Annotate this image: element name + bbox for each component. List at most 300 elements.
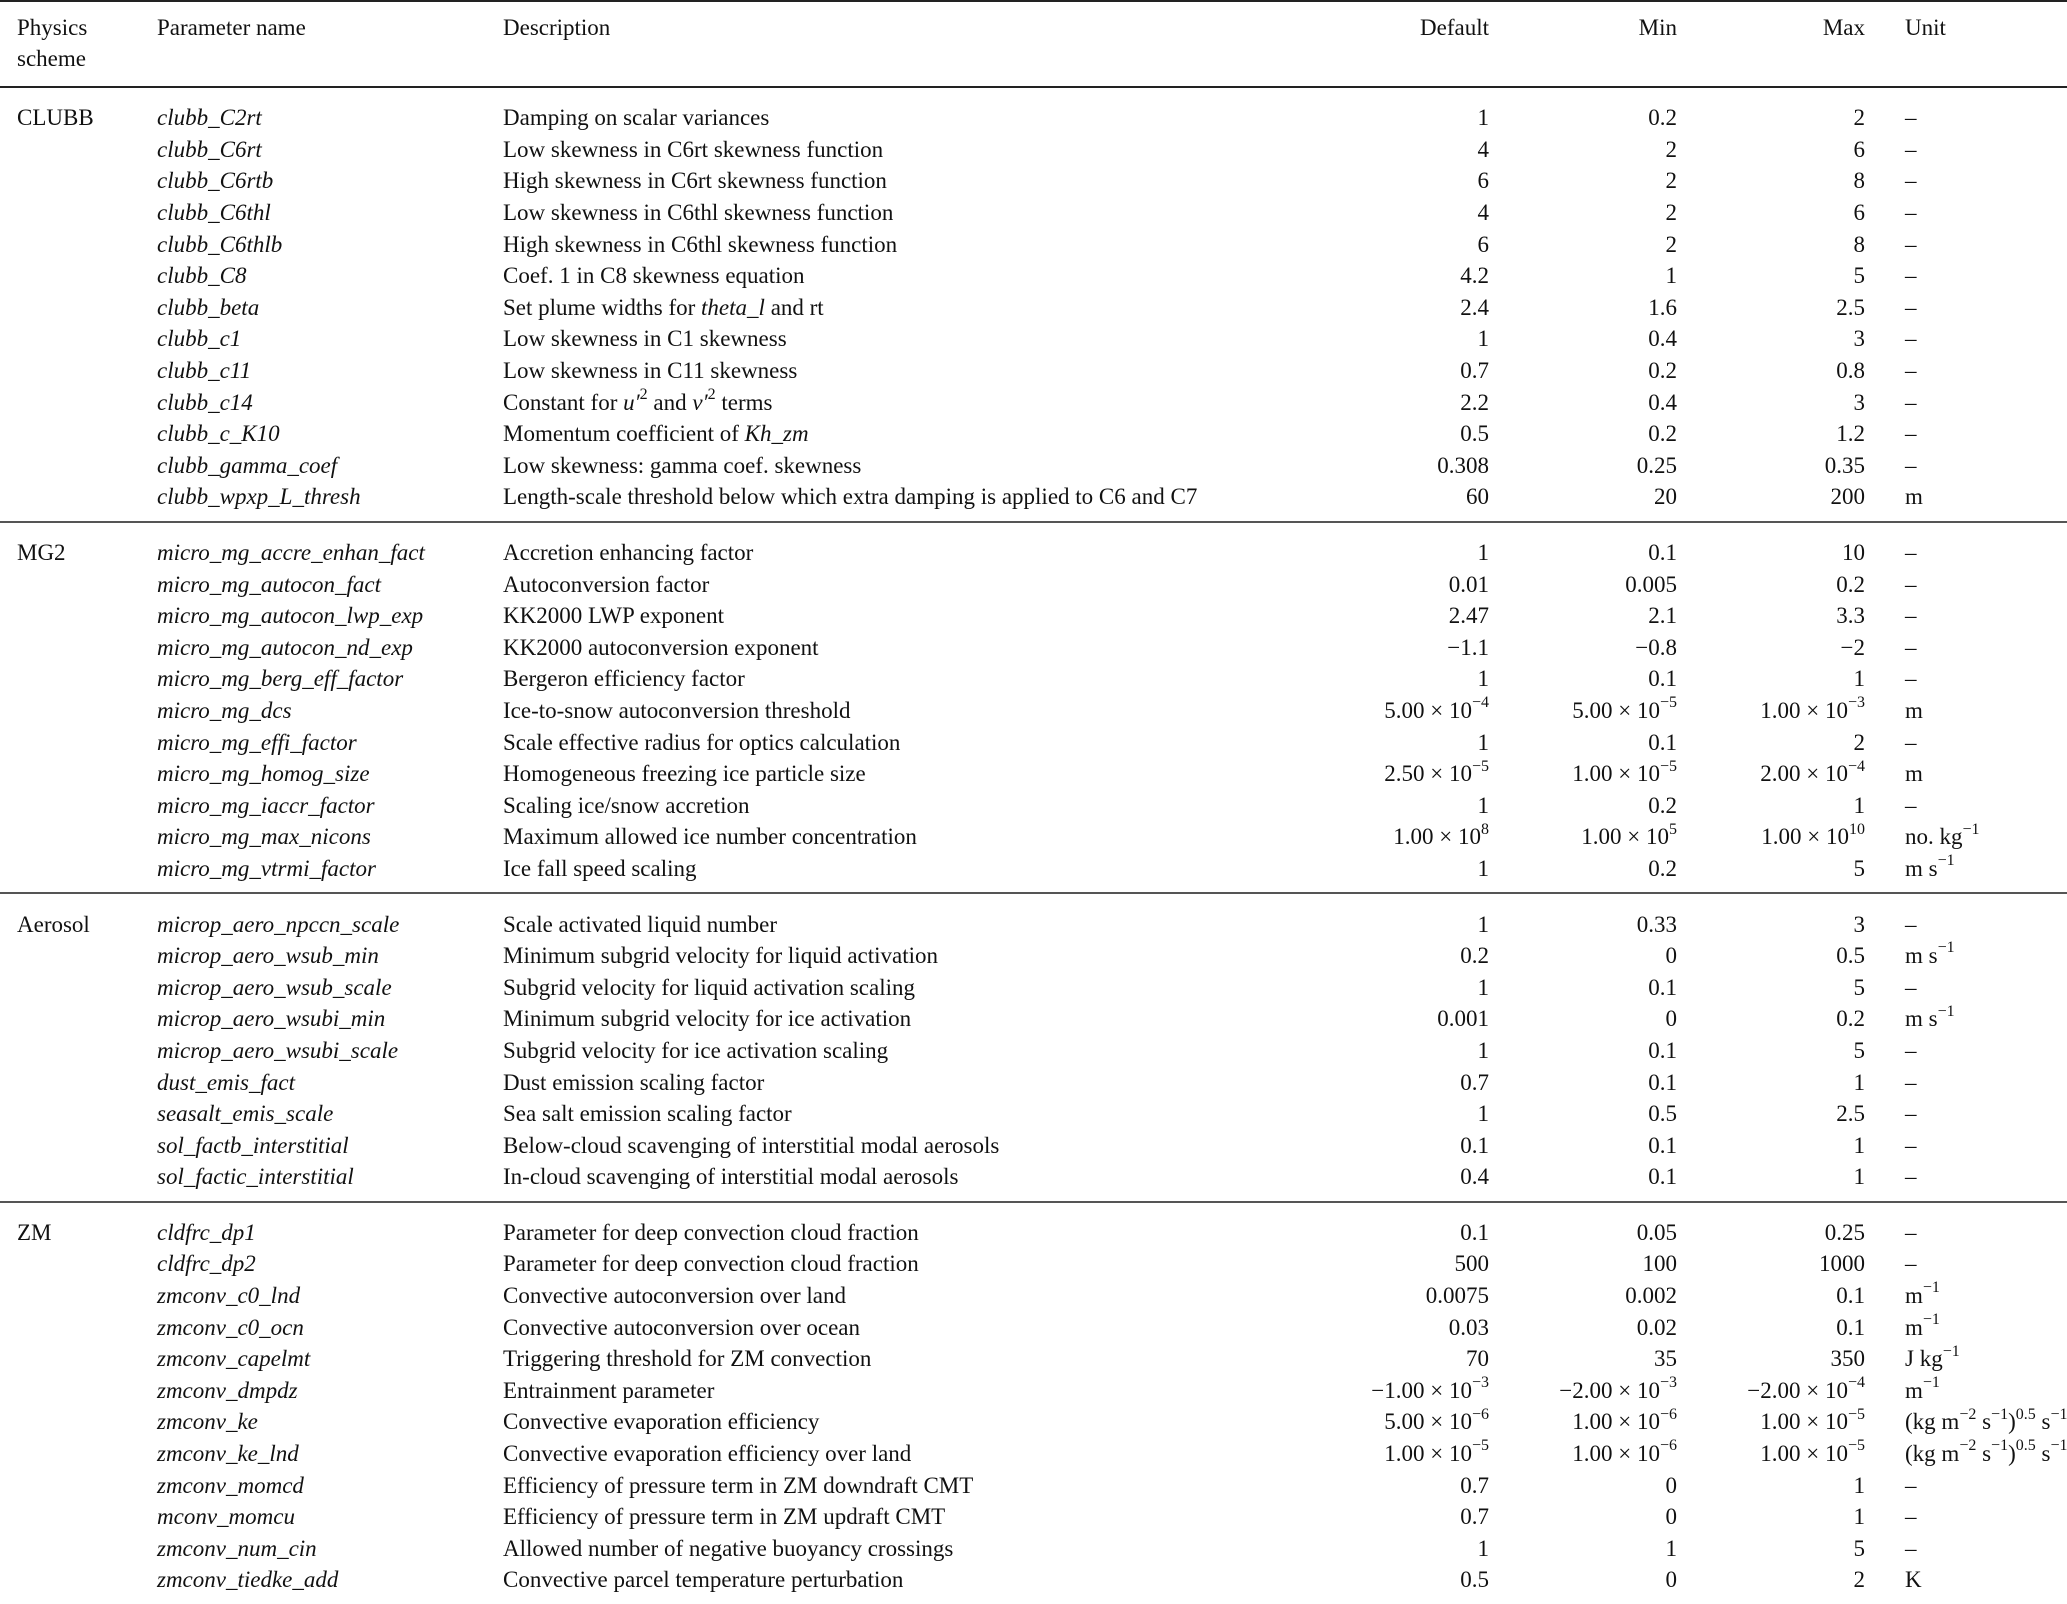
max-value: $1.00 \times 10^{-5}$ — [1760, 1405, 1865, 1435]
table-row — [0, 600, 2067, 632]
unit: – — [1905, 1219, 1917, 1245]
min-value: 0.005 — [1625, 571, 1677, 597]
description: High skewness in C6thl skewness function — [503, 231, 898, 257]
parameter-name: clubb_C6thlb — [157, 231, 283, 257]
max-value: 5 — [1853, 855, 1865, 881]
min-value: 0.2 — [1648, 421, 1677, 447]
parameter-name: micro_mg_vtrmi_factor — [157, 855, 376, 881]
physics-scheme-empty — [0, 1161, 149, 1202]
max-value: $1.00 \times 10^{10}$ — [1761, 820, 1865, 850]
parameter-name: zmconv_capelmt — [157, 1346, 311, 1372]
physics-scheme-empty — [0, 134, 149, 166]
description: Low skewness: gamma coef. skewness — [503, 452, 862, 478]
min-value: $1.00 \times 10^{-5}$ — [1572, 757, 1677, 787]
max-value: 3.3 — [1836, 603, 1865, 629]
description: Homogeneous freezing ice particle size — [503, 761, 866, 787]
description: Efficiency of pressure term in ZM updraft CMT — [503, 1504, 946, 1530]
parameter-name: micro_mg_autocon_nd_exp — [157, 634, 413, 660]
default-value: 2.2 — [1460, 389, 1489, 415]
unit: – — [1905, 1251, 1917, 1277]
physics-scheme-empty — [0, 1564, 149, 1604]
min-value: 0.05 — [1636, 1219, 1677, 1245]
description: KK2000 autoconversion exponent — [503, 634, 819, 660]
min-value: 0.1 — [1648, 729, 1677, 755]
max-value: 5 — [1853, 974, 1865, 1000]
physics-scheme-empty — [0, 726, 149, 758]
max-value: −2 — [1840, 634, 1865, 660]
unit: – — [1905, 200, 1917, 226]
parameter-name: micro_mg_autocon_fact — [157, 571, 382, 597]
min-value: 0.1 — [1648, 1164, 1677, 1190]
parameter-name: mconv_momcu — [157, 1504, 295, 1530]
default-value: 1 — [1477, 540, 1489, 566]
header-unit: Unit — [1905, 15, 1946, 40]
parameter-name: micro_mg_berg_eff_factor — [157, 666, 404, 692]
header-max: Max — [1822, 15, 1865, 40]
table-row — [0, 758, 2067, 790]
default-value: 0.1 — [1460, 1132, 1489, 1158]
description: Constant for $u'^2$ and $v'^2$ terms — [503, 385, 773, 415]
default-value: 6 — [1477, 168, 1489, 194]
unit: – — [1905, 421, 1917, 447]
default-value: 1 — [1477, 729, 1489, 755]
default-value: $5.00 \times 10^{-6}$ — [1384, 1405, 1489, 1435]
description: Autoconversion factor — [503, 571, 710, 597]
physics-scheme-empty — [0, 1066, 149, 1098]
table-row — [0, 1501, 2067, 1533]
max-value: 1 — [1853, 1069, 1865, 1095]
parameter-name: zmconv_ke — [157, 1409, 258, 1435]
physics-scheme-empty — [0, 1098, 149, 1130]
max-value: 200 — [1830, 484, 1865, 510]
min-value: 0.002 — [1625, 1283, 1677, 1309]
min-value: 2 — [1665, 168, 1677, 194]
table-row — [0, 134, 2067, 166]
min-value: 1 — [1665, 1535, 1677, 1561]
physics-scheme-empty — [0, 821, 149, 853]
max-value: 0.8 — [1836, 358, 1865, 384]
min-value: 0 — [1665, 1006, 1677, 1032]
description: Low skewness in C11 skewness — [503, 358, 798, 384]
unit: – — [1905, 136, 1917, 162]
max-value: $2.00 \times 10^{-4}$ — [1760, 757, 1865, 787]
table-row — [0, 1003, 2067, 1035]
table-row — [0, 1533, 2067, 1565]
max-value: 1.2 — [1836, 421, 1865, 447]
description: Momentum coefficient of Kh_zm — [503, 421, 809, 447]
default-value: 0.001 — [1437, 1006, 1489, 1032]
min-value: 0.1 — [1648, 974, 1677, 1000]
unit: – — [1905, 326, 1917, 352]
default-value: 0.7 — [1460, 1472, 1489, 1498]
default-value: −1.1 — [1447, 634, 1489, 660]
parameter-name: zmconv_dmpdz — [157, 1377, 298, 1403]
table-row — [0, 355, 2067, 387]
table-header — [0, 1, 2067, 87]
physics-scheme-empty — [0, 1248, 149, 1280]
physics-scheme-empty — [0, 1129, 149, 1161]
table-row — [0, 568, 2067, 600]
min-value: 0.1 — [1648, 666, 1677, 692]
max-value: 1 — [1853, 792, 1865, 818]
table-row — [0, 1248, 2067, 1280]
max-value: 8 — [1853, 231, 1865, 257]
min-value: 0.2 — [1648, 855, 1677, 881]
unit: – — [1905, 1164, 1917, 1190]
header-physics-scheme: Physics scheme — [17, 15, 88, 71]
max-value: 1 — [1853, 1504, 1865, 1530]
unit: – — [1905, 634, 1917, 660]
max-value: 2.5 — [1836, 294, 1865, 320]
parameter-name: microp_aero_wsub_scale — [157, 974, 392, 1000]
max-value: 6 — [1853, 200, 1865, 226]
physics-scheme-empty — [0, 1280, 149, 1312]
min-value: 0.4 — [1648, 326, 1677, 352]
parameter-name: seasalt_emis_scale — [157, 1101, 334, 1127]
header-row — [0, 1, 2067, 87]
unit: – — [1905, 358, 1917, 384]
physics-scheme-empty — [0, 386, 149, 418]
table-row — [0, 522, 2067, 569]
unit: – — [1905, 1132, 1917, 1158]
table-row — [0, 418, 2067, 450]
min-value: 0.1 — [1648, 540, 1677, 566]
description: Low skewness in C6thl skewness function — [503, 200, 894, 226]
max-value: 2 — [1853, 105, 1865, 131]
description: Subgrid velocity for ice activation scaling — [503, 1037, 889, 1063]
scheme-group-clubb — [0, 87, 2067, 522]
table-row — [0, 853, 2067, 894]
max-value: 0.25 — [1824, 1219, 1865, 1245]
min-value: 0.1 — [1648, 1132, 1677, 1158]
table-row — [0, 893, 2067, 940]
physics-scheme-empty — [0, 450, 149, 482]
unit: – — [1905, 452, 1917, 478]
parameter-name: clubb_wpxp_L_thresh — [157, 484, 361, 510]
parameter-name: clubb_C6rtb — [157, 168, 274, 194]
description: Subgrid velocity for liquid activation scaling — [503, 974, 916, 1000]
default-value: 1 — [1477, 326, 1489, 352]
min-value: $1.00 \times 10^{-6}$ — [1572, 1437, 1677, 1467]
parameter-name: zmconv_ke_lnd — [157, 1441, 299, 1467]
description: Maximum allowed ice number concentration — [503, 824, 917, 850]
table-row — [0, 695, 2067, 727]
min-value: 0.1 — [1648, 1037, 1677, 1063]
description: Parameter for deep convection cloud fraction — [503, 1219, 919, 1245]
description: Ice-to-snow autoconversion threshold — [503, 697, 851, 723]
table-row — [0, 1469, 2067, 1501]
default-value: $2.50 \times 10^{-5}$ — [1384, 757, 1489, 787]
unit: – — [1905, 1504, 1917, 1530]
parameter-name: clubb_c1 — [157, 326, 242, 352]
physics-scheme-empty — [0, 971, 149, 1003]
description: Dust emission scaling factor — [503, 1069, 765, 1095]
table-row — [0, 323, 2067, 355]
physics-scheme-empty — [0, 758, 149, 790]
max-value: $1.00 \times 10^{-5}$ — [1760, 1437, 1865, 1467]
physics-scheme-empty — [0, 1375, 149, 1407]
physics-scheme-empty — [0, 1035, 149, 1067]
parameter-name: micro_mg_effi_factor — [157, 729, 357, 755]
description: Allowed number of negative buoyancy crossings — [503, 1535, 954, 1561]
physics-scheme: ZM — [17, 1219, 52, 1245]
unit: – — [1905, 168, 1917, 194]
unit: – — [1905, 603, 1917, 629]
physics-scheme-empty — [0, 418, 149, 450]
description: Convective evaporation efficiency over land — [503, 1441, 912, 1467]
min-value: −0.8 — [1635, 634, 1677, 660]
description: KK2000 LWP exponent — [503, 603, 725, 629]
unit: – — [1905, 294, 1917, 320]
parameter-name: clubb_C6thl — [157, 200, 271, 226]
default-value: 4 — [1477, 200, 1489, 226]
description: Scaling ice/snow accretion — [503, 792, 750, 818]
description: In-cloud scavenging of interstitial modal aerosols — [503, 1164, 959, 1190]
unit: K — [1905, 1567, 1922, 1593]
default-value: $1.00 \times 10^{-5}$ — [1384, 1437, 1489, 1467]
max-value: 5 — [1853, 263, 1865, 289]
table-row — [0, 1406, 2067, 1438]
max-value: 5 — [1853, 1037, 1865, 1063]
default-value: 0.7 — [1460, 358, 1489, 384]
default-value: 0.308 — [1437, 452, 1489, 478]
min-value: $-2.00 \times 10^{-3}$ — [1559, 1374, 1677, 1403]
parameter-name: micro_mg_autocon_lwp_exp — [157, 603, 424, 629]
description: Low skewness in C1 skewness — [503, 326, 787, 352]
physics-scheme-empty — [0, 228, 149, 260]
default-value: 1 — [1477, 666, 1489, 692]
description: Damping on scalar variances — [503, 105, 770, 131]
parameter-name: cldfrc_dp1 — [157, 1219, 256, 1245]
description: Bergeron efficiency factor — [503, 666, 745, 692]
unit: – — [1905, 389, 1917, 415]
default-value: 4.2 — [1460, 263, 1489, 289]
description: Triggering threshold for ZM convection — [503, 1346, 872, 1372]
physics-scheme-empty — [0, 940, 149, 972]
description: Accretion enhancing factor — [503, 540, 754, 566]
unit: – — [1905, 263, 1917, 289]
physics-scheme-empty — [0, 632, 149, 664]
description: Below-cloud scavenging of interstitial modal aerosols — [503, 1132, 1000, 1158]
table-row — [0, 1202, 2067, 1249]
physics-scheme-empty — [0, 663, 149, 695]
unit: $m^{-1}$ — [1905, 1374, 1940, 1403]
default-value: 6 — [1477, 231, 1489, 257]
table-row — [0, 481, 2067, 522]
table-row — [0, 1280, 2067, 1312]
table-row — [0, 260, 2067, 292]
parameter-name: clubb_c_K10 — [157, 421, 280, 447]
min-value: 2 — [1665, 136, 1677, 162]
min-value: 2 — [1665, 200, 1677, 226]
default-value: 1 — [1477, 911, 1489, 937]
unit: – — [1905, 1535, 1917, 1561]
unit: – — [1905, 571, 1917, 597]
description: Sea salt emission scaling factor — [503, 1101, 792, 1127]
unit: J $kg^{-1}$ — [1905, 1342, 1960, 1372]
physics-scheme-empty — [0, 568, 149, 600]
header-description: Description — [503, 15, 611, 40]
parameter-name: zmconv_c0_ocn — [157, 1314, 304, 1340]
max-value: 0.35 — [1824, 452, 1865, 478]
max-value: 8 — [1853, 168, 1865, 194]
default-value: 0.7 — [1460, 1504, 1489, 1530]
max-value: $-2.00 \times 10^{-4}$ — [1747, 1374, 1865, 1403]
physics-scheme-empty — [0, 260, 149, 292]
min-value: 0 — [1665, 943, 1677, 969]
header-default: Default — [1420, 15, 1489, 40]
parameter-name: clubb_beta — [157, 294, 260, 320]
max-value: $1.00 \times 10^{-3}$ — [1760, 694, 1865, 723]
max-value: 6 — [1853, 136, 1865, 162]
max-value: 1 — [1853, 666, 1865, 692]
physics-scheme-empty — [0, 1501, 149, 1533]
max-value: 0.2 — [1836, 1006, 1865, 1032]
max-value: 1 — [1853, 1132, 1865, 1158]
min-value: 0 — [1665, 1567, 1677, 1593]
table-row — [0, 1098, 2067, 1130]
min-value: 1 — [1665, 263, 1677, 289]
scheme-group-aerosol — [0, 893, 2067, 1201]
table-row — [0, 1564, 2067, 1604]
parameter-name: micro_mg_max_nicons — [157, 824, 371, 850]
table-row — [0, 821, 2067, 853]
min-value: $5.00 \times 10^{-5}$ — [1572, 694, 1677, 723]
unit: m — [1905, 484, 1923, 510]
unit: – — [1905, 1472, 1917, 1498]
max-value: 1 — [1853, 1472, 1865, 1498]
description: Ice fall speed scaling — [503, 855, 697, 881]
description: Scale effective radius for optics calculation — [503, 729, 901, 755]
parameter-name: micro_mg_homog_size — [157, 761, 370, 787]
physics-scheme-empty — [0, 1438, 149, 1470]
unit: m $s^{-1}$ — [1905, 1002, 1955, 1032]
default-value: 4 — [1477, 136, 1489, 162]
unit: – — [1905, 974, 1917, 1000]
table-row — [0, 726, 2067, 758]
description: Scale activated liquid number — [503, 911, 777, 937]
default-value: 500 — [1454, 1251, 1489, 1277]
max-value: 2.5 — [1836, 1101, 1865, 1127]
default-value: 1 — [1477, 792, 1489, 818]
physics-scheme: Aerosol — [17, 911, 90, 937]
description: Entrainment parameter — [503, 1377, 715, 1403]
table-row — [0, 789, 2067, 821]
physics-scheme-empty — [0, 789, 149, 821]
parameter-name: micro_mg_iaccr_factor — [157, 792, 375, 818]
physics-scheme-empty — [0, 1533, 149, 1565]
unit: m — [1905, 697, 1923, 723]
table-row — [0, 1311, 2067, 1343]
physics-scheme-empty — [0, 1311, 149, 1343]
default-value: 0.7 — [1460, 1069, 1489, 1095]
min-value: 2.1 — [1648, 603, 1677, 629]
description: Convective evaporation efficiency — [503, 1409, 820, 1435]
parameter-name: clubb_C2rt — [157, 105, 262, 131]
physics-scheme-empty — [0, 165, 149, 197]
min-value: 0.02 — [1636, 1314, 1677, 1340]
min-value: 0 — [1665, 1504, 1677, 1530]
parameter-name: zmconv_c0_lnd — [157, 1283, 301, 1309]
max-value: 350 — [1830, 1346, 1865, 1372]
unit: (kg $m^{-2}$ $s^{-1})^{0.5}$ $s^{-1}$ — [1905, 1437, 2067, 1467]
unit: $m^{-1}$ — [1905, 1279, 1940, 1309]
table-row — [0, 1129, 2067, 1161]
table-row — [0, 1438, 2067, 1470]
min-value: 35 — [1654, 1346, 1677, 1372]
parameter-name: clubb_gamma_coef — [157, 452, 338, 478]
default-value: 2.4 — [1460, 294, 1489, 320]
physics-scheme-empty — [0, 1406, 149, 1438]
scheme-group-mg2 — [0, 522, 2067, 894]
parameter-name: micro_mg_dcs — [157, 697, 292, 723]
unit: – — [1905, 540, 1917, 566]
max-value: 3 — [1853, 326, 1865, 352]
physics-scheme: MG2 — [17, 540, 66, 566]
parameter-name: zmconv_momcd — [157, 1472, 304, 1498]
table-row — [0, 971, 2067, 1003]
min-value: 1.6 — [1648, 294, 1677, 320]
physics-scheme-empty — [0, 197, 149, 229]
physics-scheme-empty — [0, 481, 149, 522]
default-value: 1 — [1477, 1037, 1489, 1063]
physics-scheme-empty — [0, 853, 149, 894]
parameter-name: microp_aero_wsubi_scale — [157, 1037, 399, 1063]
header-parameter-name: Parameter name — [157, 15, 306, 40]
default-value: 1 — [1477, 974, 1489, 1000]
min-value: 0.1 — [1648, 1069, 1677, 1095]
unit: (kg $m^{-2}$ $s^{-1})^{0.5}$ $s^{-1}$ — [1905, 1405, 2067, 1435]
unit: m $s^{-1}$ — [1905, 852, 1955, 881]
description: Set plume widths for theta_l and rt — [503, 294, 824, 320]
parameter-name: clubb_C6rt — [157, 136, 262, 162]
description: Minimum subgrid velocity for liquid activation — [503, 943, 939, 969]
table-row — [0, 1375, 2067, 1407]
unit: m — [1905, 761, 1923, 787]
table-row — [0, 940, 2067, 972]
unit: – — [1905, 1101, 1917, 1127]
unit: no. $kg^{-1}$ — [1905, 820, 1980, 850]
min-value: 0.33 — [1636, 911, 1677, 937]
min-value: 100 — [1642, 1251, 1677, 1277]
default-value: 2.47 — [1448, 603, 1489, 629]
max-value: 1000 — [1819, 1251, 1865, 1277]
default-value: $1.00 \times 10^8$ — [1393, 820, 1489, 850]
default-value: 1 — [1477, 855, 1489, 881]
max-value: 0.2 — [1836, 571, 1865, 597]
min-value: 0.5 — [1648, 1101, 1677, 1127]
max-value: 3 — [1853, 389, 1865, 415]
table-row — [0, 632, 2067, 664]
description: Efficiency of pressure term in ZM downdraft CMT — [503, 1472, 974, 1498]
physics-scheme-empty — [0, 1003, 149, 1035]
table-row — [0, 1035, 2067, 1067]
max-value: 3 — [1853, 911, 1865, 937]
parameter-name: clubb_C8 — [157, 263, 247, 289]
parameter-name: clubb_c14 — [157, 389, 253, 415]
unit: – — [1905, 1037, 1917, 1063]
parameter-name: dust_emis_fact — [157, 1069, 295, 1095]
parameter-name: sol_factb_interstitial — [157, 1132, 349, 1158]
description: Convective autoconversion over ocean — [503, 1314, 861, 1340]
min-value: 0.2 — [1648, 792, 1677, 818]
description: Parameter for deep convection cloud fraction — [503, 1251, 919, 1277]
description: Low skewness in C6rt skewness function — [503, 136, 884, 162]
unit: – — [1905, 729, 1917, 755]
default-value: $5.00 \times 10^{-4}$ — [1384, 694, 1489, 723]
parameter-name: microp_aero_npccn_scale — [157, 911, 400, 937]
description: Coef. 1 in C8 skewness equation — [503, 263, 805, 289]
